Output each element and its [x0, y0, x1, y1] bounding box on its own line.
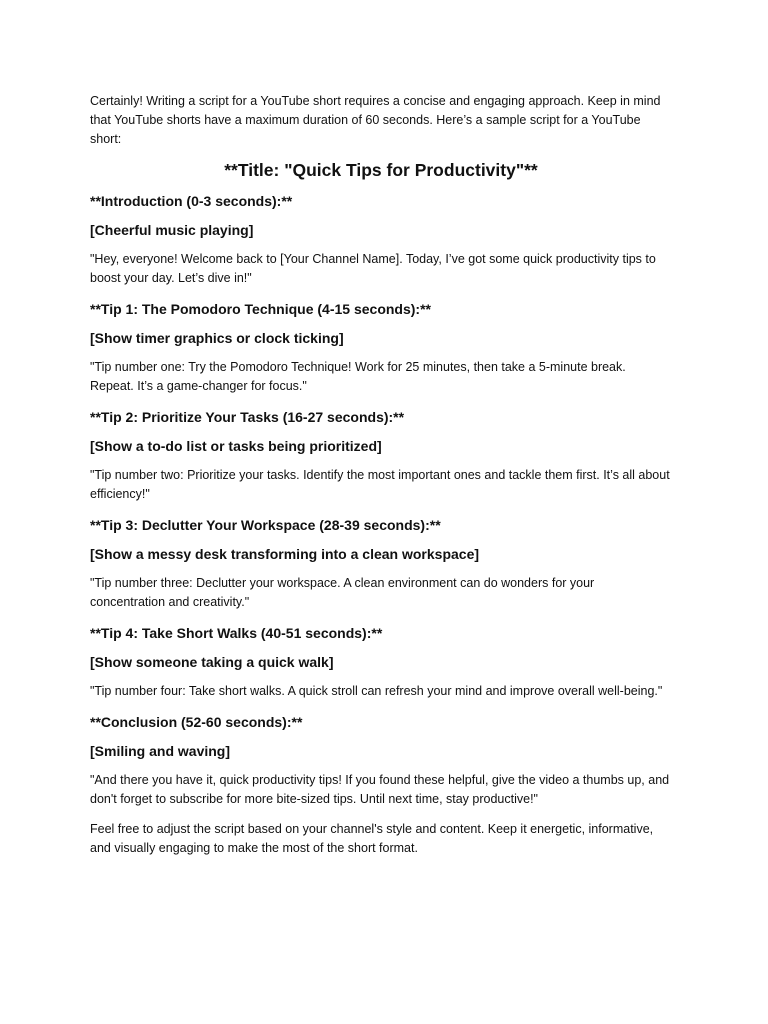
section-tip-4: [90, 623, 672, 701]
section-heading: **Introduction (0-3 seconds):**: [90, 193, 293, 209]
spoken-line: "And there you have it, quick productivity tips! If you found these helpful, give the video a thumbs up, and don't forget to subscribe for more bite-sized tips. Until next time, stay productive!": [90, 773, 670, 806]
spoken-line: "Hey, everyone! Welcome back to [Your Channel Name]. Today, I’ve got some quick productivity tips to boost your day. Let’s dive in!": [90, 252, 656, 285]
section-heading: **Conclusion (52-60 seconds):**: [90, 714, 303, 730]
stage-direction: [Show someone taking a quick walk]: [90, 654, 334, 670]
section-heading: **Tip 2: Prioritize Your Tasks (16-27 seconds):**: [90, 409, 405, 425]
script-title: **Title: "Quick Tips for Productivity"**: [224, 160, 538, 180]
stage-direction: [Show timer graphics or clock ticking]: [90, 330, 344, 346]
section-heading: **Tip 1: The Pomodoro Technique (4-15 seconds):**: [90, 301, 431, 317]
stage-direction: [Cheerful music playing]: [90, 222, 254, 238]
document-page: [90, 92, 672, 869]
spoken-line: "Tip number four: Take short walks. A quick stroll can refresh your mind and improve overall well-being.": [90, 684, 663, 698]
stage-direction: [Show a messy desk transforming into a clean workspace]: [90, 546, 480, 562]
spoken-line: "Tip number one: Try the Pomodoro Technique! Work for 25 minutes, then take a 5-minute break. Repeat. It’s a game-changer for focus.": [90, 360, 626, 393]
section-conclusion: [90, 712, 672, 809]
spoken-line: "Tip number two: Prioritize your tasks. Identify the most important ones and tackle them first. It’s all about efficiency!": [90, 468, 670, 501]
section-heading: **Tip 4: Take Short Walks (40-51 seconds):**: [90, 625, 383, 641]
spoken-line: "Tip number three: Declutter your workspace. A clean environment can do wonders for your concentration and creativity.": [90, 576, 595, 609]
intro-paragraph: Certainly! Writing a script for a YouTube short requires a concise and engaging approach. Keep in mind that YouTube shorts have a maximum duration of 60 seconds. Here’s a sample script for a YouTube short:: [90, 94, 661, 146]
section-tip-2: [90, 407, 672, 504]
stage-direction: [Show a to-do list or tasks being prioritized]: [90, 438, 382, 454]
section-tip-3: [90, 515, 672, 612]
section-introduction: [90, 191, 672, 288]
section-heading: **Tip 3: Declutter Your Workspace (28-39 seconds):**: [90, 517, 441, 533]
stage-direction: [Smiling and waving]: [90, 743, 231, 759]
section-tip-1: [90, 299, 672, 396]
closing-paragraph: Feel free to adjust the script based on your channel's style and content. Keep it energetic, informative, and visually engaging to make the most of the short format.: [90, 822, 654, 855]
